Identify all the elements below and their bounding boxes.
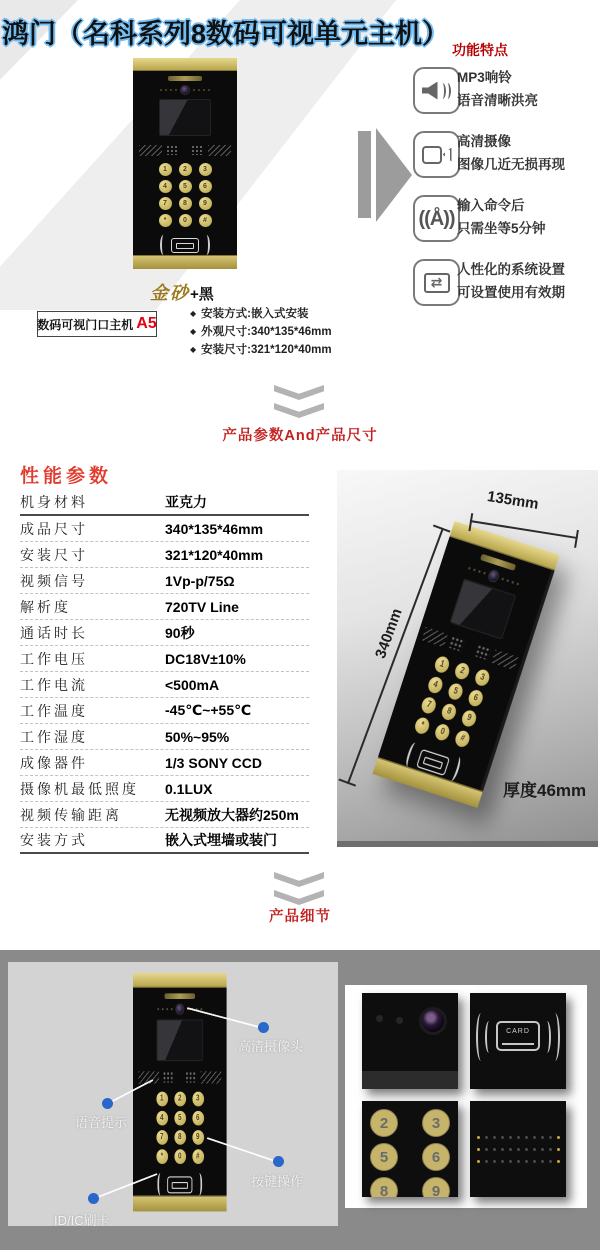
dimension-diagram [337,470,598,847]
keypad-key: 3 [422,1109,450,1137]
keypad-key: 2 [179,163,192,176]
card-reader-zone [160,235,210,255]
diamond-bullet-icon: ◆ [190,344,197,354]
table-row: 解析度 720TV Line [20,594,309,620]
product-details-section [0,950,600,1250]
system-settings-icon: ⇄ [413,259,460,306]
keypad-key: 3 [199,163,212,176]
keypad-key: 2 [370,1109,398,1137]
callout-dot [258,1022,269,1033]
detail-photo-card-reader [470,993,566,1089]
table-row: 成品尺寸 340*135*46mm [20,516,309,542]
keypad-key: 7 [159,197,172,210]
table-row: 工作电流 <500mA [20,672,309,698]
brand-logo [165,993,196,999]
arrow-bar [358,131,371,218]
speaker-icon [413,67,460,114]
callout-dot [102,1098,113,1109]
keypad-key: 1 [159,163,172,176]
detail-photo-speaker [470,1101,566,1197]
callout-camera: 高清摄像头 [238,1039,304,1054]
detail-photo-camera [362,993,458,1089]
device-gold-bottom-bar [133,255,237,269]
table-row: 摄像机最低照度 0.1LUX [20,776,309,802]
feature-item: 输入命令后 只需坐等5分钟 [457,198,546,236]
callout-keypad: 按键操作 [251,1174,304,1189]
specs-table [20,490,309,854]
table-row: 工作湿度 50%~95% [20,724,309,750]
antenna-icon: ((Å)) [413,195,460,242]
arrow-right-icon [376,128,412,222]
keypad-key: 9 [422,1177,450,1197]
install-bullet-list [190,304,332,358]
diamond-bullet-icon: ◆ [190,326,197,336]
diamond-bullet-icon: ◆ [190,308,197,318]
table-row: 安装尺寸 321*120*40mm [20,542,309,568]
list-item: ◆ 安装尺寸:321*120*40mm [190,344,332,356]
intercom-device-tilted: 1 2 3 4 5 6 7 8 9 * 0 # [373,521,560,808]
chevron-down-icon [274,872,324,908]
keypad-key: 5 [179,180,192,193]
camera-icon [413,131,460,178]
width-dimension-label: 135mm [485,488,540,513]
keypad-key: 0 [179,214,192,227]
feature-item: 人性化的系统设置 可设置使用有效期 [457,262,565,300]
table-row: 视频传输距离 无视频放大器约250m [20,802,309,828]
speaker-grill [139,144,231,156]
table-row: 成像器件 1/3 SONY CCD [20,750,309,776]
list-item: ◆ 安装方式:嵌入式安装 [190,308,309,320]
annotated-device-photo [8,962,338,1226]
callout-card-reader: ID/IC刷卡 [54,1213,110,1226]
keypad-key: 4 [159,180,172,193]
camera-lens [419,1007,447,1035]
table-row: 通话时长 90秒 [20,620,309,646]
keypad-key: 5 [370,1143,398,1171]
callout-dot [88,1193,99,1204]
card-icon: CARD [496,1021,540,1051]
model-label-box: 数码可视门口主机 A5 [37,311,157,337]
depth-dimension-label: 厚度46mm [503,781,587,800]
color-variant-label: 金砂+黑 [150,283,214,304]
keypad-key: 6 [199,180,212,193]
chevron-down-icon [274,385,324,421]
brand-logo [168,76,202,81]
detail-photo-grid [345,985,587,1208]
device-body [133,71,237,255]
features-heading: 功能特点 [452,42,508,58]
feature-item: MP3响铃 语音清晰洪亮 [457,70,538,108]
callout-dot [273,1156,284,1167]
table-row: 视频信号 1Vp-p/75Ω [20,568,309,594]
keypad-key: 8 [370,1177,398,1197]
list-item: ◆ 外观尺寸:340*135*46mm [190,326,332,338]
specs-heading: 性能参数 [20,466,113,487]
keypad-key: 9 [199,197,212,210]
keypad-key: 8 [179,197,192,210]
table-row: 机身材料 亚克力 [20,490,309,516]
height-dimension-label: 340mm [372,606,406,661]
intercom-device-detail: 1 2 3 4 5 6 7 8 9 * 0 # [133,973,227,1211]
intercom-device-front [133,58,237,269]
callout-voice: 语音提示 [75,1115,128,1130]
device-screen [159,99,211,136]
feature-item: 高清摄像 图像几近无损再现 [457,134,565,172]
keypad-key: # [199,214,212,227]
table-row: 工作温度 -45℃~+55℃ [20,698,309,724]
section-label-params: 产品参数And产品尺寸 [222,428,378,444]
section-label-details: 产品细节 [269,909,331,925]
device-gold-top-bar [133,58,237,71]
keypad-key: 6 [422,1143,450,1171]
page-title: 鸿门（名科系列8数码可视单元主机） [2,19,450,49]
camera-lens [180,85,190,95]
detail-photo-keypad [362,1101,458,1197]
camera-led-row [160,85,210,95]
card-reader-icon [171,238,199,253]
model-code: A5 [136,315,157,332]
device-keypad [159,163,212,227]
table-row: 安装方式 嵌入式埋墙或装门 [20,828,309,854]
table-row: 工作电压 DC18V±10% [20,646,309,672]
keypad-key: * [159,214,172,227]
